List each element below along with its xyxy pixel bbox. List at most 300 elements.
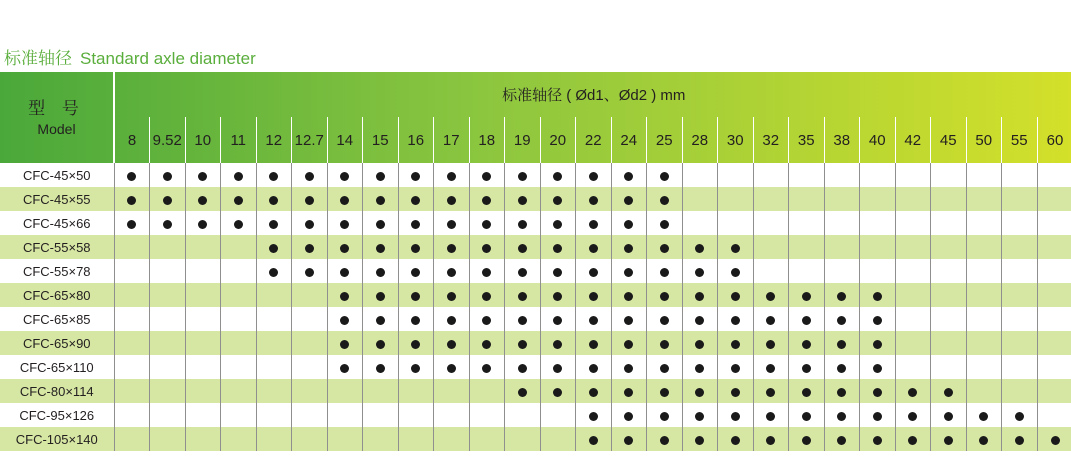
available-dot-icon	[163, 196, 172, 205]
available-dot-icon	[411, 268, 420, 277]
size-cell	[221, 211, 257, 235]
available-dot-icon	[1015, 412, 1024, 421]
available-dot-icon	[340, 220, 349, 229]
available-dot-icon	[624, 412, 633, 421]
size-cell	[895, 163, 931, 187]
available-dot-icon	[766, 340, 775, 349]
size-header-cell: 55	[1002, 117, 1038, 163]
available-dot-icon	[482, 196, 491, 205]
available-dot-icon	[518, 292, 527, 301]
table-row	[0, 355, 1071, 379]
size-cell	[576, 187, 612, 211]
size-cell	[540, 379, 576, 403]
size-cell	[505, 427, 541, 451]
available-dot-icon	[695, 316, 704, 325]
size-cell	[256, 355, 292, 379]
header-row-primary	[0, 72, 1071, 117]
size-cell	[363, 187, 399, 211]
available-dot-icon	[837, 436, 846, 445]
size-cell	[221, 163, 257, 187]
available-dot-icon	[802, 316, 811, 325]
size-cell	[256, 283, 292, 307]
size-cell	[434, 379, 470, 403]
header-row-sizes	[0, 117, 1071, 163]
available-dot-icon	[376, 196, 385, 205]
available-dot-icon	[340, 268, 349, 277]
size-cell	[718, 307, 754, 331]
size-cell	[540, 187, 576, 211]
size-cell	[114, 187, 150, 211]
size-cell	[540, 307, 576, 331]
size-cell	[966, 307, 1002, 331]
size-cell	[185, 355, 221, 379]
available-dot-icon	[731, 364, 740, 373]
size-cell	[824, 235, 860, 259]
size-cell	[576, 355, 612, 379]
size-cell	[753, 379, 789, 403]
size-cell	[221, 355, 257, 379]
size-cell	[611, 307, 647, 331]
size-cell	[434, 307, 470, 331]
size-cell	[1002, 187, 1038, 211]
size-cell	[1002, 403, 1038, 427]
size-cell	[398, 331, 434, 355]
available-dot-icon	[411, 172, 420, 181]
size-cell	[114, 235, 150, 259]
size-cell	[363, 283, 399, 307]
available-dot-icon	[411, 196, 420, 205]
available-dot-icon	[589, 316, 598, 325]
size-cell	[540, 427, 576, 451]
size-cell	[292, 283, 328, 307]
available-dot-icon	[305, 220, 314, 229]
size-cell	[540, 403, 576, 427]
available-dot-icon	[624, 340, 633, 349]
available-dot-icon	[873, 436, 882, 445]
size-header-cell: 12	[256, 117, 292, 163]
axle-diameter-table	[0, 72, 1071, 451]
size-cell	[150, 235, 186, 259]
size-cell	[789, 355, 825, 379]
size-header-cell: 25	[647, 117, 683, 163]
available-dot-icon	[376, 220, 385, 229]
size-cell	[576, 259, 612, 283]
available-dot-icon	[660, 292, 669, 301]
available-dot-icon	[660, 388, 669, 397]
size-cell	[931, 379, 967, 403]
available-dot-icon	[553, 220, 562, 229]
size-cell	[327, 307, 363, 331]
size-header-cell: 11	[221, 117, 257, 163]
model-cell: CFC-65×80	[0, 283, 114, 307]
model-cell: CFC-55×78	[0, 259, 114, 283]
size-cell	[1037, 187, 1071, 211]
size-cell	[327, 235, 363, 259]
size-cell	[895, 259, 931, 283]
model-cell: CFC-65×85	[0, 307, 114, 331]
size-cell	[753, 403, 789, 427]
size-cell	[789, 307, 825, 331]
size-cell	[221, 307, 257, 331]
size-cell	[895, 283, 931, 307]
size-cell	[895, 403, 931, 427]
size-cell	[150, 187, 186, 211]
size-cell	[789, 163, 825, 187]
size-cell	[256, 307, 292, 331]
model-header-en: Model	[37, 120, 76, 137]
size-cell	[292, 211, 328, 235]
size-cell	[966, 211, 1002, 235]
available-dot-icon	[340, 292, 349, 301]
size-cell	[895, 427, 931, 451]
available-dot-icon	[198, 220, 207, 229]
size-cell	[292, 163, 328, 187]
available-dot-icon	[837, 364, 846, 373]
size-header-cell: 14	[327, 117, 363, 163]
size-cell	[327, 379, 363, 403]
available-dot-icon	[553, 244, 562, 253]
available-dot-icon	[873, 340, 882, 349]
available-dot-icon	[305, 196, 314, 205]
size-cell	[753, 427, 789, 451]
axle-diameter-table-wrap	[0, 72, 1071, 451]
available-dot-icon	[553, 292, 562, 301]
size-header-cell: 30	[718, 117, 754, 163]
available-dot-icon	[234, 172, 243, 181]
model-cell: CFC-105×140	[0, 427, 114, 451]
available-dot-icon	[731, 412, 740, 421]
available-dot-icon	[305, 268, 314, 277]
table-row	[0, 403, 1071, 427]
size-cell	[895, 331, 931, 355]
size-cell	[860, 355, 896, 379]
available-dot-icon	[340, 364, 349, 373]
model-cell: CFC-65×110	[0, 355, 114, 379]
size-cell	[363, 307, 399, 331]
available-dot-icon	[340, 172, 349, 181]
size-cell	[150, 163, 186, 187]
size-cell	[576, 379, 612, 403]
size-cell	[611, 235, 647, 259]
size-cell	[540, 283, 576, 307]
size-header-cell: 32	[753, 117, 789, 163]
size-cell	[611, 187, 647, 211]
size-cell	[682, 427, 718, 451]
available-dot-icon	[660, 244, 669, 253]
size-cell	[327, 355, 363, 379]
size-cell	[931, 355, 967, 379]
available-dot-icon	[305, 244, 314, 253]
size-cell	[824, 403, 860, 427]
size-cell	[611, 259, 647, 283]
size-cell	[185, 163, 221, 187]
size-cell	[114, 403, 150, 427]
available-dot-icon	[589, 364, 598, 373]
size-cell	[221, 403, 257, 427]
size-cell	[718, 379, 754, 403]
size-cell	[789, 235, 825, 259]
size-header-cell: 9.52	[150, 117, 186, 163]
available-dot-icon	[802, 292, 811, 301]
size-cell	[824, 331, 860, 355]
size-cell	[931, 427, 967, 451]
available-dot-icon	[198, 196, 207, 205]
size-cell	[256, 187, 292, 211]
available-dot-icon	[624, 196, 633, 205]
size-cell	[718, 283, 754, 307]
size-cell	[860, 427, 896, 451]
size-cell	[611, 427, 647, 451]
size-cell	[824, 307, 860, 331]
size-cell	[895, 187, 931, 211]
size-cell	[824, 187, 860, 211]
size-cell	[221, 427, 257, 451]
model-cell: CFC-95×126	[0, 403, 114, 427]
size-cell	[931, 259, 967, 283]
size-cell	[185, 331, 221, 355]
size-cell	[789, 379, 825, 403]
available-dot-icon	[447, 220, 456, 229]
size-cell	[966, 259, 1002, 283]
size-header-cell: 40	[860, 117, 896, 163]
size-cell	[221, 235, 257, 259]
size-cell	[469, 163, 505, 187]
size-cell	[256, 331, 292, 355]
size-cell	[682, 355, 718, 379]
size-cell	[327, 211, 363, 235]
size-cell	[114, 163, 150, 187]
size-cell	[185, 427, 221, 451]
available-dot-icon	[908, 388, 917, 397]
available-dot-icon	[482, 364, 491, 373]
diameter-header: 标准轴径 ( Ød1、Ød2 ) mm	[502, 87, 686, 104]
available-dot-icon	[766, 436, 775, 445]
size-cell	[327, 427, 363, 451]
size-cell	[256, 211, 292, 235]
size-cell	[611, 355, 647, 379]
size-cell	[611, 331, 647, 355]
size-cell	[860, 403, 896, 427]
size-cell	[824, 427, 860, 451]
size-cell	[434, 259, 470, 283]
available-dot-icon	[198, 172, 207, 181]
size-cell	[292, 307, 328, 331]
size-cell	[114, 355, 150, 379]
size-cell	[114, 427, 150, 451]
size-cell	[505, 163, 541, 187]
available-dot-icon	[553, 364, 562, 373]
available-dot-icon	[873, 388, 882, 397]
available-dot-icon	[447, 292, 456, 301]
available-dot-icon	[660, 364, 669, 373]
size-cell	[789, 187, 825, 211]
size-cell	[611, 403, 647, 427]
size-cell	[505, 307, 541, 331]
available-dot-icon	[944, 412, 953, 421]
available-dot-icon	[589, 412, 598, 421]
table-row	[0, 163, 1071, 187]
available-dot-icon	[624, 172, 633, 181]
size-cell	[931, 331, 967, 355]
size-cell	[966, 235, 1002, 259]
size-header-cell: 10	[185, 117, 221, 163]
size-cell	[150, 331, 186, 355]
available-dot-icon	[518, 340, 527, 349]
size-header-cell: 35	[789, 117, 825, 163]
size-cell	[824, 211, 860, 235]
size-cell	[1037, 235, 1071, 259]
model-header	[0, 72, 114, 163]
available-dot-icon	[518, 220, 527, 229]
size-cell	[682, 163, 718, 187]
available-dot-icon	[660, 268, 669, 277]
available-dot-icon	[447, 364, 456, 373]
size-cell	[1002, 259, 1038, 283]
size-cell	[1002, 427, 1038, 451]
size-cell	[682, 235, 718, 259]
size-header-cell: 28	[682, 117, 718, 163]
size-cell	[256, 379, 292, 403]
size-cell	[753, 163, 789, 187]
size-cell	[753, 211, 789, 235]
available-dot-icon	[837, 412, 846, 421]
size-cell	[469, 379, 505, 403]
size-cell	[718, 403, 754, 427]
size-header-cell: 18	[469, 117, 505, 163]
available-dot-icon	[447, 172, 456, 181]
size-cell	[363, 259, 399, 283]
available-dot-icon	[660, 436, 669, 445]
size-cell	[895, 235, 931, 259]
size-cell	[1002, 163, 1038, 187]
available-dot-icon	[624, 388, 633, 397]
size-cell	[469, 355, 505, 379]
size-header-cell: 42	[895, 117, 931, 163]
size-header-cell: 15	[363, 117, 399, 163]
size-cell	[895, 355, 931, 379]
size-cell	[505, 235, 541, 259]
available-dot-icon	[695, 244, 704, 253]
size-cell	[895, 307, 931, 331]
size-cell	[860, 331, 896, 355]
size-cell	[931, 403, 967, 427]
size-cell	[1037, 403, 1071, 427]
available-dot-icon	[589, 196, 598, 205]
available-dot-icon	[944, 388, 953, 397]
available-dot-icon	[340, 244, 349, 253]
available-dot-icon	[979, 436, 988, 445]
size-cell	[185, 403, 221, 427]
model-cell: CFC-45×50	[0, 163, 114, 187]
size-cell	[540, 331, 576, 355]
size-cell	[718, 187, 754, 211]
size-cell	[647, 355, 683, 379]
available-dot-icon	[624, 436, 633, 445]
size-cell	[292, 403, 328, 427]
available-dot-icon	[695, 388, 704, 397]
available-dot-icon	[660, 340, 669, 349]
size-cell	[398, 283, 434, 307]
size-cell	[718, 355, 754, 379]
available-dot-icon	[731, 340, 740, 349]
size-cell	[1037, 427, 1071, 451]
available-dot-icon	[411, 340, 420, 349]
available-dot-icon	[731, 292, 740, 301]
size-header-cell: 24	[611, 117, 647, 163]
size-header-cell: 45	[931, 117, 967, 163]
size-cell	[469, 211, 505, 235]
available-dot-icon	[376, 268, 385, 277]
available-dot-icon	[908, 436, 917, 445]
available-dot-icon	[695, 364, 704, 373]
available-dot-icon	[837, 388, 846, 397]
table-row	[0, 331, 1071, 355]
size-cell	[185, 307, 221, 331]
available-dot-icon	[837, 292, 846, 301]
size-cell	[824, 163, 860, 187]
available-dot-icon	[482, 292, 491, 301]
size-cell	[824, 259, 860, 283]
available-dot-icon	[163, 172, 172, 181]
size-cell	[576, 403, 612, 427]
size-cell	[469, 427, 505, 451]
size-cell	[753, 331, 789, 355]
size-cell	[1002, 235, 1038, 259]
size-cell	[931, 163, 967, 187]
size-cell	[505, 283, 541, 307]
size-cell	[789, 427, 825, 451]
available-dot-icon	[411, 316, 420, 325]
size-cell	[824, 355, 860, 379]
available-dot-icon	[269, 172, 278, 181]
size-cell	[505, 211, 541, 235]
size-cell	[434, 283, 470, 307]
size-cell	[682, 211, 718, 235]
size-header-cell: 16	[398, 117, 434, 163]
size-cell	[292, 235, 328, 259]
size-cell	[327, 163, 363, 187]
size-cell	[114, 211, 150, 235]
size-cell	[647, 427, 683, 451]
available-dot-icon	[482, 340, 491, 349]
size-header-cell: 22	[576, 117, 612, 163]
size-cell	[434, 403, 470, 427]
size-cell	[611, 163, 647, 187]
size-cell	[469, 283, 505, 307]
size-cell	[860, 379, 896, 403]
size-cell	[860, 187, 896, 211]
size-cell	[434, 163, 470, 187]
size-cell	[860, 211, 896, 235]
size-cell	[505, 331, 541, 355]
size-cell	[1037, 211, 1071, 235]
size-cell	[647, 187, 683, 211]
available-dot-icon	[234, 220, 243, 229]
available-dot-icon	[589, 292, 598, 301]
available-dot-icon	[553, 172, 562, 181]
size-header-cell: 50	[966, 117, 1002, 163]
size-cell	[611, 283, 647, 307]
size-cell	[647, 259, 683, 283]
size-cell	[860, 283, 896, 307]
size-cell	[789, 403, 825, 427]
available-dot-icon	[660, 412, 669, 421]
model-cell: CFC-55×58	[0, 235, 114, 259]
available-dot-icon	[589, 268, 598, 277]
available-dot-icon	[979, 412, 988, 421]
size-cell	[540, 163, 576, 187]
size-cell	[576, 163, 612, 187]
